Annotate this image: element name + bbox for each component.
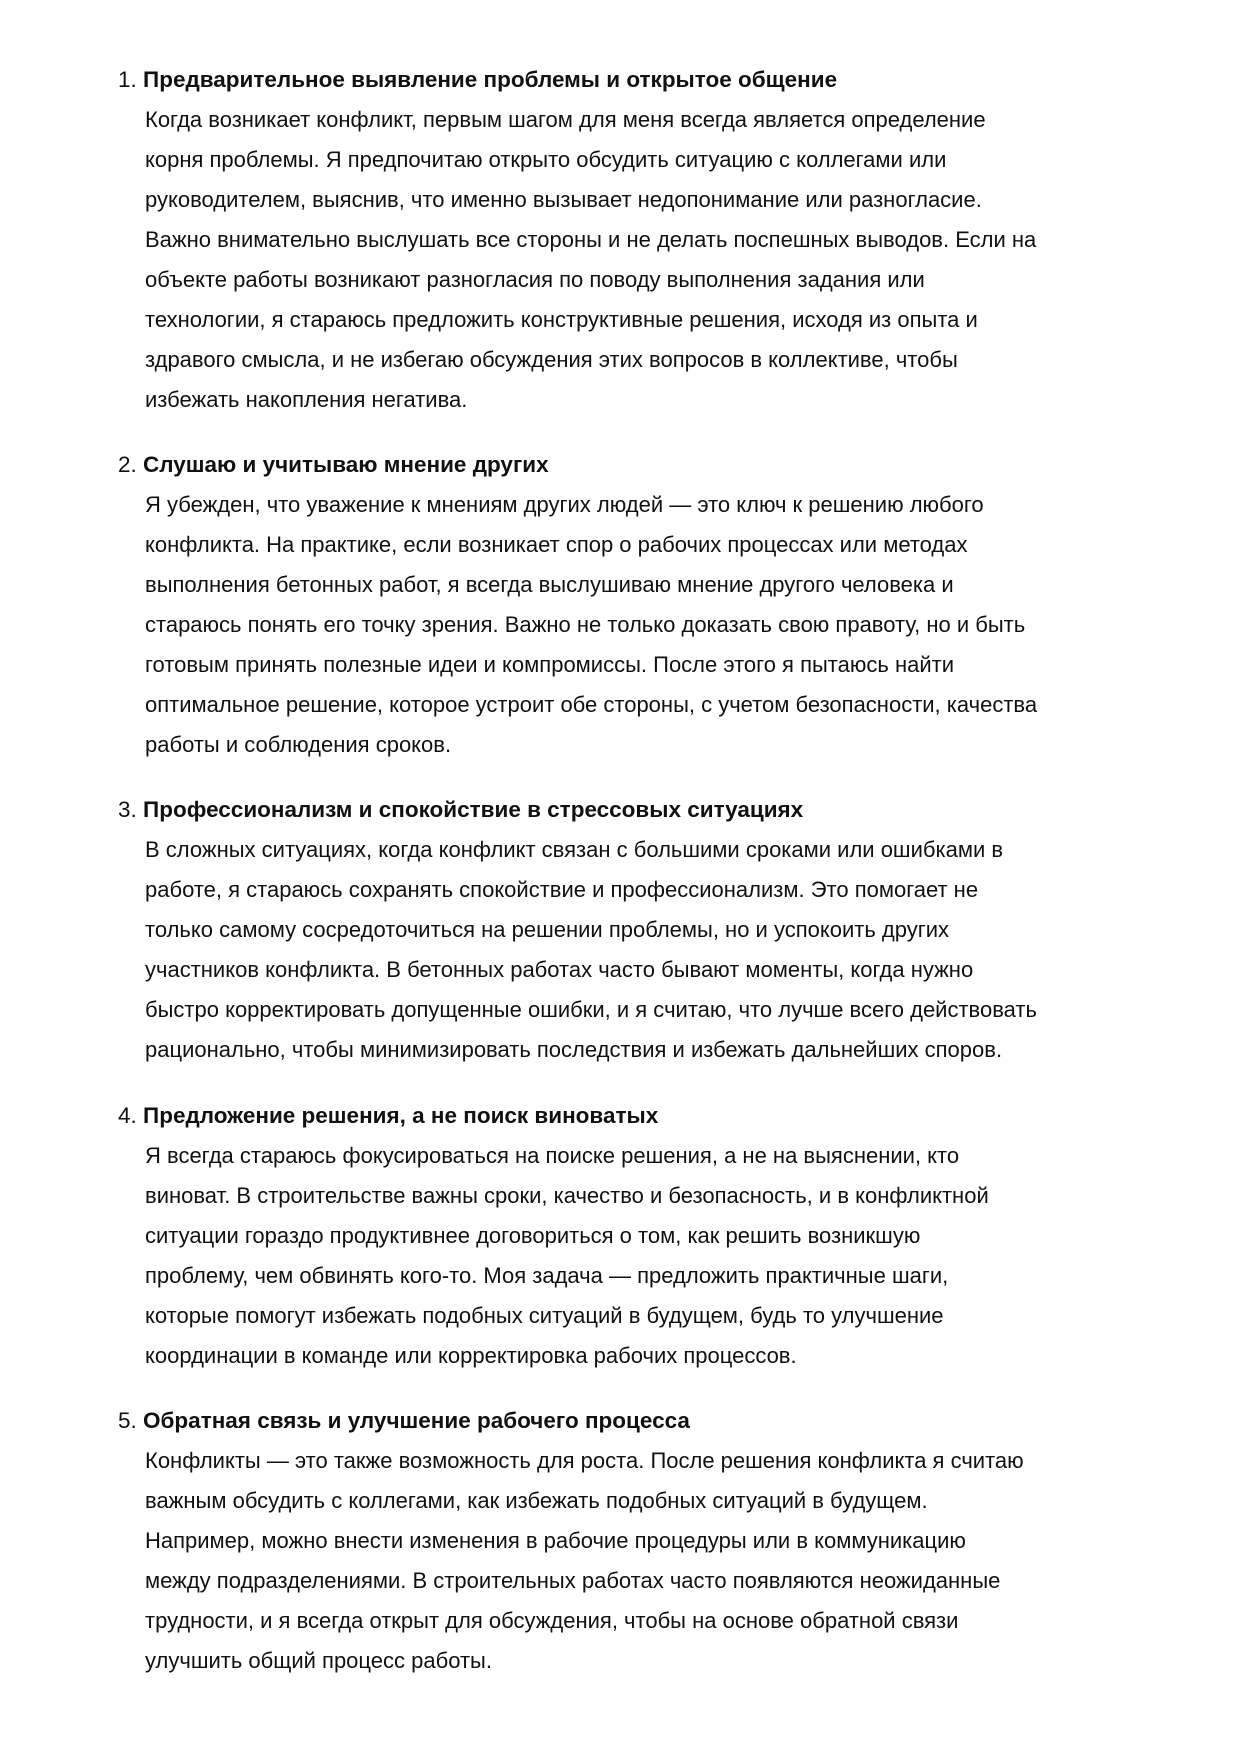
body-line: технологии, я стараюсь предложить конструктивные решения, исходя из опыта и: [145, 307, 978, 332]
item-heading: [118, 790, 803, 830]
body-line: объекте работы возникают разногласия по поводу выполнения задания или: [145, 267, 925, 292]
item-title: Слушаю и учитываю мнение других: [143, 452, 549, 477]
body-line: участников конфликта. В бетонных работах часто бывают моменты, когда нужно: [145, 957, 974, 982]
body-line: работы и соблюдения сроков.: [145, 732, 452, 757]
body-line: готовым принять полезные идеи и компромиссы. После этого я пытаюсь найти: [145, 652, 954, 677]
item-number: 2.: [118, 452, 137, 477]
item-body: [145, 830, 1155, 1070]
item-title: Предварительное выявление проблемы и открытое общение: [143, 67, 838, 92]
body-line: виноват. В строительстве важны сроки, качество и безопасность, и в конфликтной: [145, 1183, 989, 1208]
item-heading: [118, 1096, 658, 1136]
body-line: улучшить общий процесс работы.: [145, 1648, 492, 1673]
body-line: координации в команде или корректировка рабочих процессов.: [145, 1343, 797, 1368]
item-title: Обратная связь и улучшение рабочего процесса: [143, 1408, 690, 1433]
body-line: которые помогут избежать подобных ситуаций в будущем, будь то улучшение: [145, 1303, 944, 1328]
body-line: стараюсь понять его точку зрения. Важно не только доказать свою правоту, но и быть: [145, 612, 1026, 637]
body-line: важным обсудить с коллегами, как избежать подобных ситуаций в будущем.: [145, 1488, 928, 1513]
body-line: работе, я стараюсь сохранять спокойствие и профессионализм. Это помогает не: [145, 877, 979, 902]
body-line: Я всегда стараюсь фокусироваться на поиске решения, а не на выяснении, кто: [145, 1143, 960, 1168]
body-line: В сложных ситуациях, когда конфликт связан с большими сроками или ошибками в: [145, 837, 1004, 862]
body-line: между подразделениями. В строительных работах часто появляются неожиданные: [145, 1568, 1001, 1593]
body-line: ситуации гораздо продуктивнее договориться о том, как решить возникшую: [145, 1223, 921, 1248]
body-line: рационально, чтобы минимизировать последствия и избежать дальнейших споров.: [145, 1037, 1003, 1062]
item-body: [145, 100, 1155, 420]
body-line: Когда возникает конфликт, первым шагом для меня всегда является определение: [145, 107, 986, 132]
body-line: Важно внимательно выслушать все стороны и не делать поспешных выводов. Если на: [145, 227, 1037, 252]
item-heading: [118, 60, 837, 100]
item-body: [145, 485, 1155, 765]
item-title: Профессионализм и спокойствие в стрессовых ситуациях: [143, 797, 804, 822]
item-number: 5.: [118, 1408, 137, 1433]
item-title: Предложение решения, а не поиск виноватых: [143, 1103, 659, 1128]
body-line: Я убежден, что уважение к мнениям других людей — это ключ к решению любого: [145, 492, 984, 517]
item-body: [145, 1441, 1155, 1681]
body-line: руководителем, выяснив, что именно вызывает недопонимание или разногласие.: [145, 187, 982, 212]
item-number: 4.: [118, 1103, 137, 1128]
item-number: 1.: [118, 67, 137, 92]
body-line: конфликта. На практике, если возникает спор о рабочих процессах или методах: [145, 532, 968, 557]
body-line: выполнения бетонных работ, я всегда выслушиваю мнение другого человека и: [145, 572, 954, 597]
item-heading: [118, 1401, 690, 1441]
item-body: [145, 1136, 1155, 1376]
item-number: 3.: [118, 797, 137, 822]
body-line: корня проблемы. Я предпочитаю открыто обсудить ситуацию с коллегами или: [145, 147, 947, 172]
body-line: трудности, и я всегда открыт для обсуждения, чтобы на основе обратной связи: [145, 1608, 959, 1633]
body-line: проблему, чем обвинять кого-то. Моя задача — предложить практичные шаги,: [145, 1263, 949, 1288]
body-line: только самому сосредоточиться на решении проблемы, но и успокоить других: [145, 917, 950, 942]
body-line: оптимальное решение, которое устроит обе стороны, с учетом безопасности, качества: [145, 692, 1038, 717]
body-line: Конфликты — это также возможность для роста. После решения конфликта я считаю: [145, 1448, 1024, 1473]
body-line: здравого смысла, и не избегаю обсуждения этих вопросов в коллективе, чтобы: [145, 347, 958, 372]
body-line: Например, можно внести изменения в рабочие процедуры или в коммуникацию: [145, 1528, 966, 1553]
item-heading: [118, 445, 549, 485]
body-line: избежать накопления негатива.: [145, 387, 468, 412]
body-line: быстро корректировать допущенные ошибки, и я считаю, что лучше всего действовать: [145, 997, 1037, 1022]
